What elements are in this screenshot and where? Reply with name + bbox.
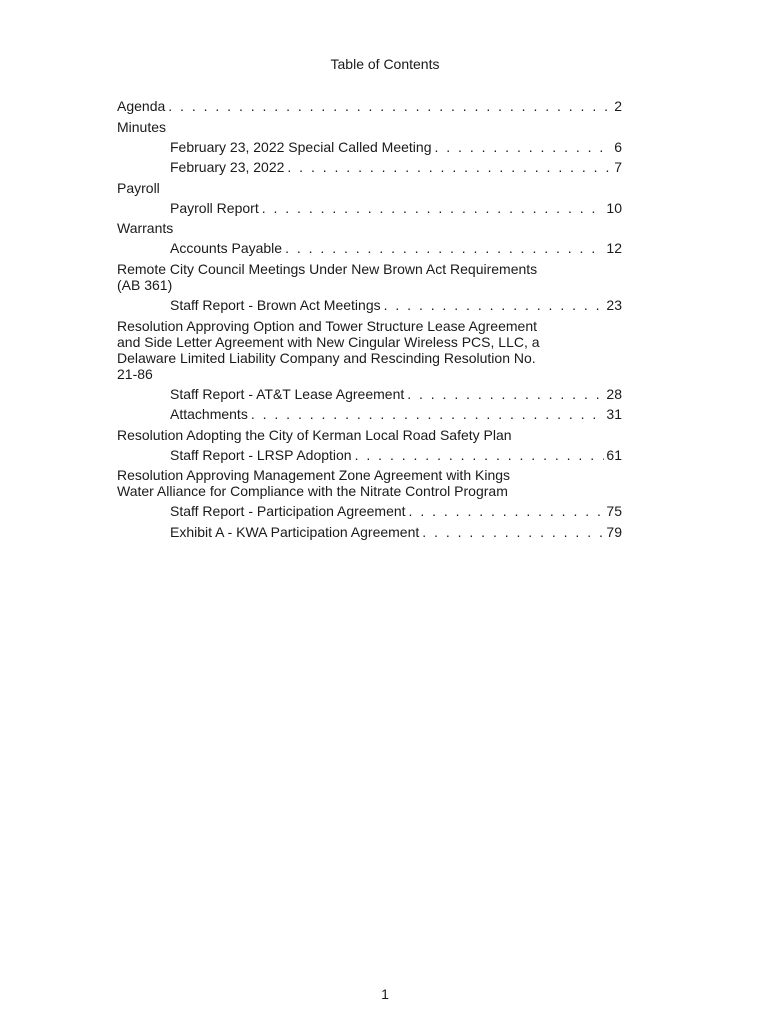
toc-entry-label: Staff Report - LRSP Adoption <box>170 446 352 463</box>
toc-entry[interactable] <box>117 501 622 522</box>
toc-entry[interactable] <box>117 238 622 259</box>
toc-entry-label: February 23, 2022 Special Called Meeting <box>170 138 432 155</box>
toc-section-heading: Minutes <box>117 118 167 135</box>
toc-entry[interactable] <box>117 96 622 117</box>
toc-entry[interactable] <box>117 137 622 158</box>
toc-entry-page-number: 2 <box>614 98 622 114</box>
dot-leader <box>432 137 613 158</box>
toc-section-heading: Resolution Approving Option and Tower Structure Lease Agreement and Side Letter Agreement with New Cingular Wireless PCS, LLC, a Delaware Limited Liability Company and Rescinding Resolution No. 21-86 <box>117 317 540 382</box>
toc-entry-label: February 23, 2022 <box>170 159 285 176</box>
toc-entry-page-number: 7 <box>614 159 622 176</box>
toc-entry-label: Staff Report - Participation Agreement <box>170 503 406 520</box>
toc-entry-page-number: 12 <box>606 240 622 257</box>
toc-entry-page-number: 28 <box>606 385 622 402</box>
dot-leader <box>404 384 604 405</box>
toc-entry-label: Agenda <box>117 98 166 114</box>
dot-leader <box>352 445 605 466</box>
toc-entry[interactable] <box>117 157 622 178</box>
toc-entry-label: Accounts Payable <box>170 240 283 257</box>
toc-entry[interactable] <box>117 404 622 425</box>
toc-entry-page-number: 10 <box>606 199 622 216</box>
toc-entry[interactable] <box>117 384 622 405</box>
toc-entry[interactable] <box>117 198 622 219</box>
toc-entry-label: Exhibit A - KWA Participation Agreement <box>170 523 420 540</box>
toc-section-heading: Resolution Adopting the City of Kerman Local Road Safety Plan <box>117 426 512 443</box>
toc-title: Table of Contents <box>330 56 440 72</box>
dot-leader <box>381 295 605 316</box>
dot-leader <box>259 198 605 219</box>
toc-entry[interactable] <box>117 295 622 316</box>
toc-list <box>117 96 622 543</box>
dot-leader <box>406 501 605 522</box>
toc-entry[interactable] <box>117 522 622 543</box>
toc-section-heading: Payroll <box>117 179 160 196</box>
toc-entry-page-number: 31 <box>606 406 622 423</box>
page-number: 1 <box>381 986 389 1002</box>
toc-entry-page-number: 61 <box>606 446 622 463</box>
toc-entry-label: Attachments <box>170 406 248 423</box>
dot-leader <box>284 157 612 178</box>
toc-entry-label: Staff Report - Brown Act Meetings <box>170 296 381 313</box>
toc-entry-label: Payroll Report <box>170 199 259 216</box>
dot-leader <box>165 96 612 117</box>
toc-entry[interactable] <box>117 445 622 466</box>
toc-entry-label: Staff Report - AT&T Lease Agreement <box>170 385 405 402</box>
toc-entry-page-number: 79 <box>606 523 622 540</box>
toc-entry-page-number: 23 <box>606 296 622 313</box>
toc-section-heading: Resolution Approving Management Zone Agreement with Kings Water Alliance for Compliance with the Nitrate Control Program <box>117 467 511 500</box>
toc-section-heading: Remote City Council Meetings Under New Brown Act Requirements (AB 361) <box>117 260 538 293</box>
dot-leader <box>248 404 605 425</box>
toc-entry-page-number: 75 <box>606 503 622 520</box>
toc-section-heading: Warrants <box>117 220 174 237</box>
toc-entry-page-number: 6 <box>614 138 622 155</box>
dot-leader <box>282 238 604 259</box>
dot-leader <box>419 522 604 543</box>
